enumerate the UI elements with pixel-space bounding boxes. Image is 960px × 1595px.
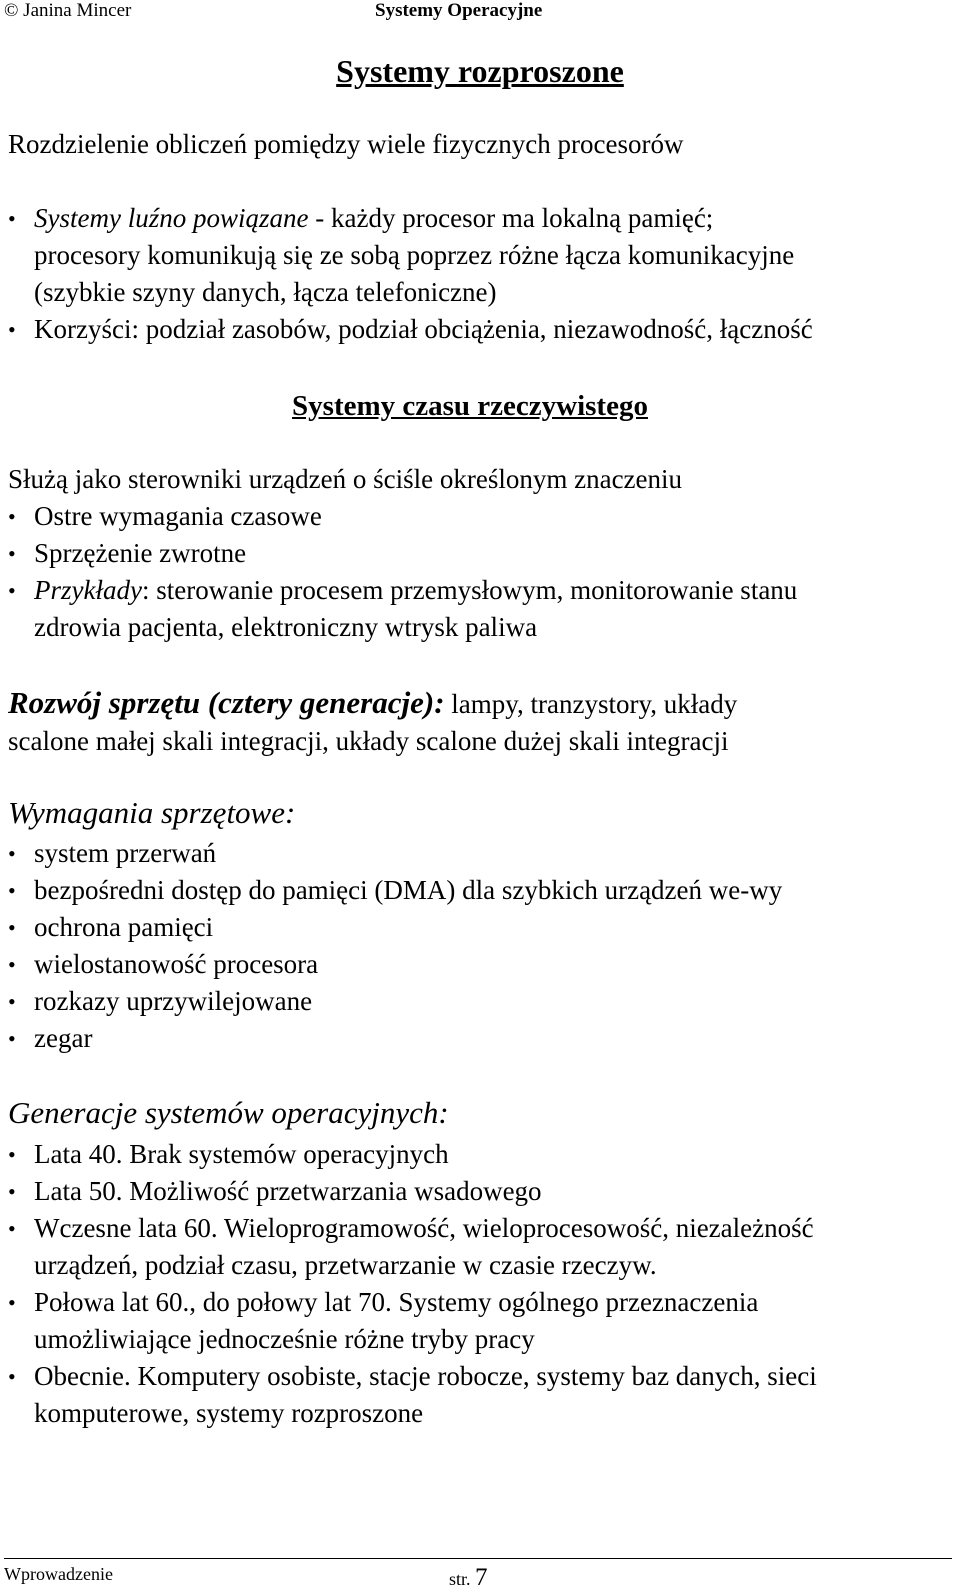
list-item [8, 835, 952, 872]
bullet-icon: • [8, 915, 16, 940]
list-text: Obecnie. Komputery osobiste, stacje robocze, systemy baz danych, sieci [34, 1361, 817, 1391]
list-text: Wczesne lata 60. Wieloprogramowość, wieloprocesowość, niezależność [34, 1213, 814, 1243]
list-text: ochrona pamięci [34, 912, 214, 942]
list-text: umożliwiające jednocześnie różne tryby pracy [34, 1324, 535, 1354]
list-item [8, 1173, 952, 1210]
footer-section-label: Wprowadzenie [4, 1564, 113, 1584]
section-title-distributed: Systemy rozproszone [336, 53, 624, 89]
distributed-list [8, 200, 952, 348]
list-text: - każdy procesor ma lokalną pamięć; [308, 203, 714, 233]
os-generations-list [8, 1136, 952, 1432]
header-title: Systemy Operacyjne [375, 0, 543, 21]
bullet-icon: • [8, 878, 16, 903]
list-item [8, 946, 952, 983]
list-text: komputerowe, systemy rozproszone [34, 1398, 424, 1428]
list-text: (szybkie szyny danych, łącza telefoniczne) [34, 277, 497, 307]
bullet-icon: • [8, 1216, 16, 1241]
para-text: lampy, tranzystory, układy [444, 689, 738, 719]
list-item [8, 983, 952, 1020]
page-header [0, 0, 960, 24]
realtime-list [8, 498, 952, 646]
list-item [8, 872, 952, 909]
bullet-icon: • [8, 578, 16, 603]
list-text: Sprzężenie zwrotne [34, 538, 247, 568]
list-item [8, 1136, 952, 1173]
bullet-icon: • [8, 206, 16, 231]
list-item [8, 200, 952, 311]
list-item [8, 1358, 952, 1432]
list-item [8, 572, 952, 646]
page-label: str. [449, 1569, 471, 1589]
bullet-icon: • [8, 1290, 16, 1315]
list-item [8, 1020, 952, 1057]
bullet-icon: • [8, 317, 16, 342]
list-text: bezpośredni dostęp do pamięci (DMA) dla szybkich urządzeń we-wy [34, 875, 783, 905]
list-text: wielostanowość procesora [34, 949, 319, 979]
loosely-coupled-term: Systemy luźno powiązane [34, 203, 309, 233]
distributed-intro: Rozdzielenie obliczeń pomiędzy wiele fizycznych procesorów [8, 129, 684, 159]
bullet-icon: • [8, 541, 16, 566]
author-label: © Janina Mincer [4, 0, 132, 21]
bullet-icon: • [8, 1142, 16, 1167]
list-text: : sterowanie procesem przemysłowym, monitorowanie stanu [141, 575, 798, 605]
bullet-icon: • [8, 1026, 16, 1051]
para-text: scalone małej skali integracji, układy scalone dużej skali integracji [8, 726, 729, 756]
hardware-requirements-head: Wymagania sprzętowe: [8, 795, 296, 830]
list-text: rozkazy uprzywilejowane [34, 986, 313, 1016]
list-text: Lata 50. Możliwość przetwarzania wsadowego [34, 1176, 542, 1206]
hardware-development-head: Rozwój sprzętu (cztery generacje): [8, 685, 445, 720]
bullet-icon: • [8, 504, 16, 529]
bullet-icon: • [8, 841, 16, 866]
list-text: Lata 40. Brak systemów operacyjnych [34, 1139, 449, 1169]
bullet-icon: • [8, 1364, 16, 1389]
list-text: Ostre wymagania czasowe [34, 501, 322, 531]
list-item [8, 311, 952, 348]
list-text: zdrowia pacjenta, elektroniczny wtrysk paliwa [34, 612, 538, 642]
bullet-icon: • [8, 989, 16, 1014]
page-number [449, 1564, 488, 1592]
list-item [8, 909, 952, 946]
examples-term: Przykłady [34, 575, 142, 605]
hardware-requirements-list [8, 835, 952, 1057]
list-text: zegar [34, 1023, 93, 1053]
list-text: procesory komunikują się ze sobą poprzez różne łącza komunikacyjne [34, 240, 795, 270]
bullet-icon: • [8, 952, 16, 977]
list-item [8, 1210, 952, 1284]
list-text: Połowa lat 60., do połowy lat 70. Systemy ogólnego przeznaczenia [34, 1287, 759, 1317]
list-text: system przerwań [34, 838, 217, 868]
section-title-realtime: Systemy czasu rzeczywistego [292, 390, 648, 422]
list-item [8, 498, 952, 535]
page-num: 7 [475, 1564, 488, 1591]
list-text: urządzeń, podział czasu, przetwarzanie w czasie rzeczyw. [34, 1250, 657, 1280]
hardware-development-para [8, 684, 737, 760]
os-generations-head: Generacje systemów operacyjnych: [8, 1095, 449, 1130]
list-text: Korzyści: podział zasobów, podział obciążenia, niezawodność, łączność [34, 314, 813, 344]
list-item [8, 535, 952, 572]
list-item [8, 1284, 952, 1358]
bullet-icon: • [8, 1179, 16, 1204]
realtime-intro: Służą jako sterowniki urządzeń o ściśle określonym znaczeniu [8, 464, 683, 494]
footer-divider [4, 1558, 952, 1559]
